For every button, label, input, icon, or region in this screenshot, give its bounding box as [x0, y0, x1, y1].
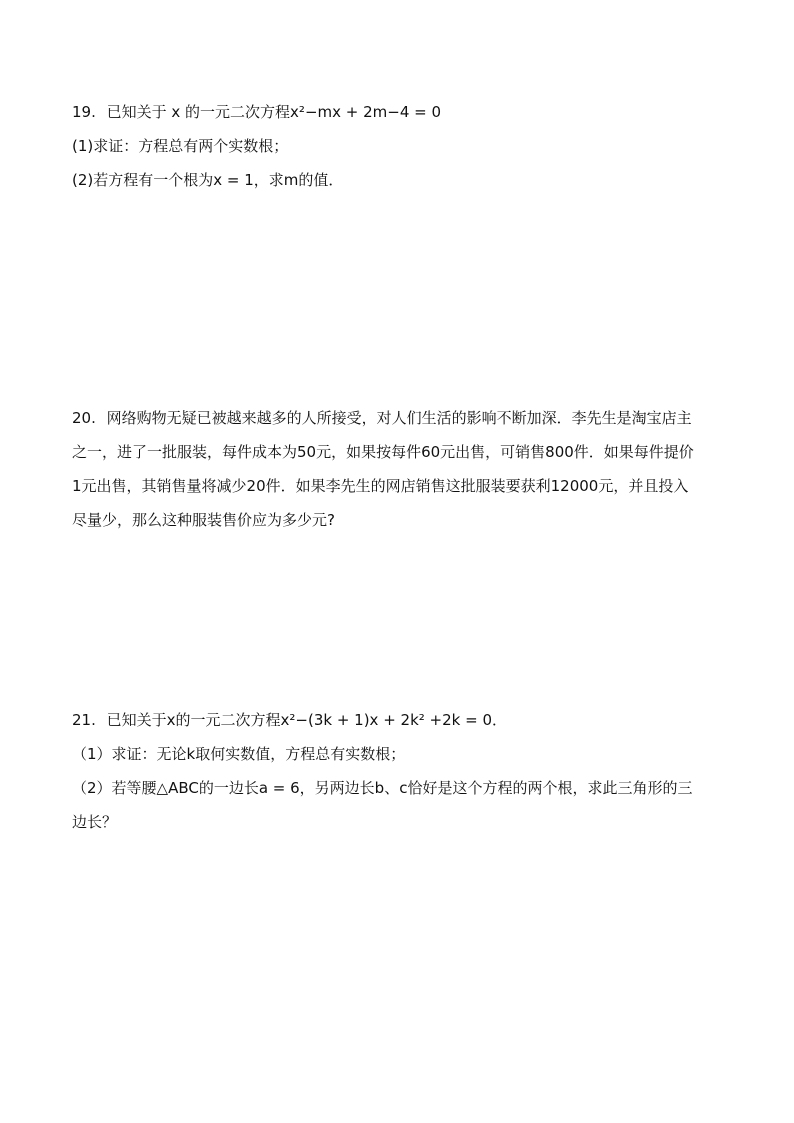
q21-number: 21. — [72, 711, 96, 729]
q20-text-3: 1元出售，其销售量将减少20件．如果李先生的网店销售这批服装要获利12000元，并且投入 — [72, 477, 689, 495]
q21-stem: 已知关于x的一元二次方程x²−(3k + 1)x + 2k² +2k = 0． — [106, 711, 507, 729]
q19-stem: 已知关于 x 的一元二次方程x²−mx + 2m−4 = 0 — [106, 103, 442, 121]
q20-number: 20. — [72, 409, 96, 427]
q19-part-1: (1)求证：方程总有两个实数根； — [72, 137, 289, 155]
q21-line-1 — [72, 710, 507, 730]
q19-line-1 — [72, 102, 441, 122]
q20-text-4: 尽量少，那么这种服装售价应为多少元? — [72, 511, 335, 529]
q21-part-2-cont: 边长？ — [72, 813, 118, 831]
q21-part-2: （2）若等腰△ABC的一边长a = 6，另两边长b、c恰好是这个方程的两个根，求此三角形的三 — [72, 779, 693, 797]
q19-number: 19. — [72, 103, 96, 121]
q20-text-2: 之一，进了一批服装，每件成本为50元，如果按每件60元出售，可销售800件．如果每件提价 — [72, 443, 694, 461]
q20-text-1: 网络购物无疑已被越来越多的人所接受，对人们生活的影响不断加深．李先生是淘宝店主 — [106, 409, 692, 427]
q20-line-1 — [72, 408, 692, 428]
q21-part-1: （1）求证：无论k取何实数值，方程总有实数根； — [72, 745, 406, 763]
q19-part-2: (2)若方程有一个根为x = 1，求m的值． — [72, 171, 344, 189]
